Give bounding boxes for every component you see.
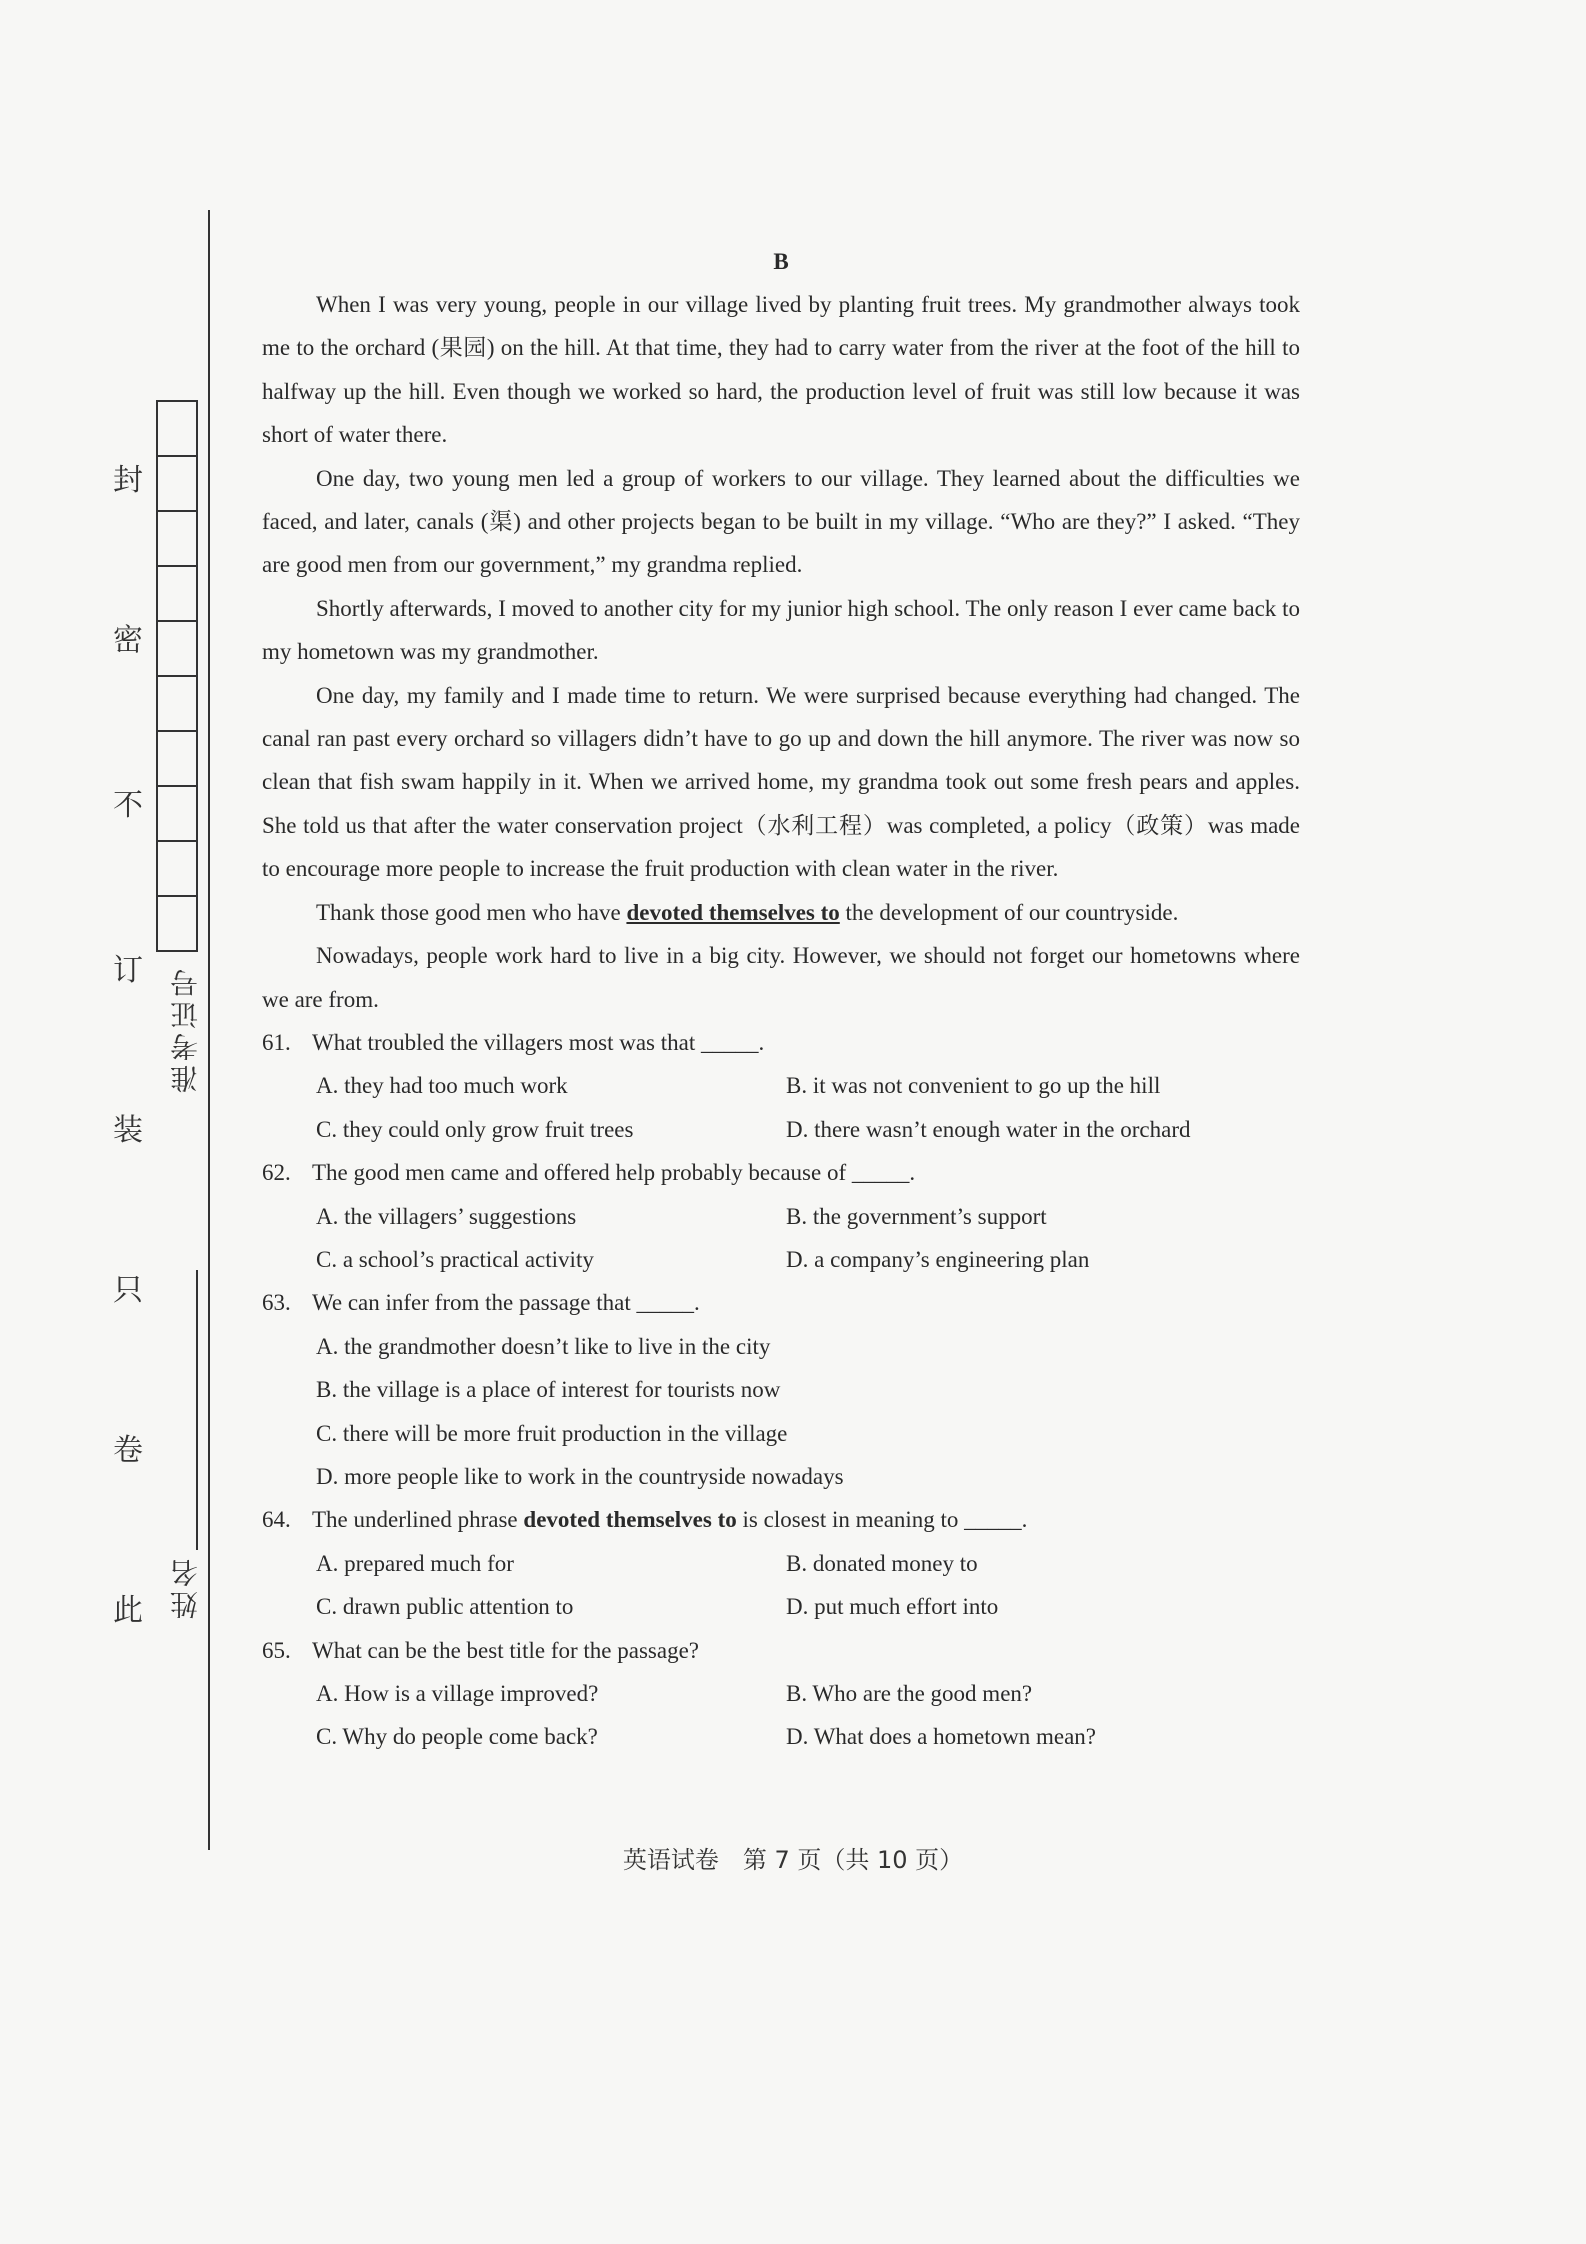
exam-id-digit-box[interactable] (156, 620, 198, 675)
option-d[interactable]: D. a company’s engineering plan (786, 1246, 1090, 1272)
exam-id-digit-box[interactable] (156, 840, 198, 895)
question-number: 65. (262, 1637, 291, 1663)
options (316, 1542, 1300, 1629)
name-write-line[interactable] (196, 1270, 198, 1550)
option-c[interactable]: C. Why do people come back? (316, 1724, 598, 1750)
text-run: Thank those good men who have (316, 899, 627, 925)
text-run: the development of our countryside. (839, 899, 1179, 925)
exam-id-digit-box[interactable] (156, 895, 198, 952)
exam-id-digit-box[interactable] (156, 785, 198, 840)
option-c[interactable]: C. drawn public attention to (316, 1594, 574, 1620)
question-bold-phrase: devoted themselves to (523, 1507, 737, 1533)
passage-paragraph: Shortly afterwards, I moved to another city for my junior high school. The only reason I ever came back to my hometown was my grandmother. (262, 595, 1300, 665)
question-stem: The underlined phrase (312, 1507, 524, 1533)
question-number: 62. (262, 1160, 291, 1186)
option-d[interactable]: D. more people like to work in the countryside nowadays (316, 1463, 844, 1489)
binding-line (208, 210, 210, 1850)
question-stem: is closest in meaning to _____. (736, 1507, 1028, 1533)
question-number: 64. (262, 1507, 291, 1533)
question-65 (262, 1629, 1300, 1672)
exam-id-digit-box[interactable] (156, 400, 198, 455)
options (316, 1325, 1300, 1499)
section-title: B (773, 249, 789, 274)
seal-char: 只 (113, 1273, 143, 1308)
option-b[interactable]: B. donated money to (786, 1550, 978, 1576)
option-a[interactable]: A. How is a village improved? (316, 1681, 599, 1706)
seal-char: 不 (113, 788, 143, 823)
exam-id-label: 准考证号 (169, 965, 202, 1093)
page-footer: 英语试卷 第 7 页（共 10 页） (622, 1846, 964, 1874)
question-stem: What troubled the villagers most was that _____. (312, 1029, 765, 1055)
question-stem: What can be the best title for the passage? (312, 1637, 700, 1663)
question-stem: We can infer from the passage that _____. (312, 1290, 700, 1316)
option-c[interactable]: C. they could only grow fruit trees (316, 1116, 634, 1142)
exam-id-digit-box[interactable] (156, 455, 198, 510)
reading-section (262, 240, 1300, 1759)
question-64 (262, 1498, 1300, 1541)
options (316, 1064, 1300, 1151)
option-d[interactable]: D. What does a hometown mean? (786, 1724, 1096, 1750)
options (316, 1672, 1300, 1759)
option-b[interactable]: B. the village is a place of interest for tourists now (316, 1377, 781, 1403)
option-a[interactable]: A. the grandmother doesn’t like to live in the city (316, 1333, 771, 1359)
question-number: 63. (262, 1290, 291, 1316)
option-d[interactable]: D. there wasn’t enough water in the orchard (786, 1116, 1191, 1142)
option-a[interactable]: A. they had too much work (316, 1073, 568, 1099)
question-61 (262, 1021, 1300, 1064)
question-stem: The good men came and offered help probably because of _____. (312, 1160, 916, 1186)
exam-id-digit-box[interactable] (156, 675, 198, 730)
seal-char: 封 (113, 463, 143, 498)
exam-id-boxes (156, 400, 198, 952)
question-number: 61. (262, 1029, 291, 1055)
option-b[interactable]: B. the government’s support (786, 1203, 1047, 1229)
seal-char: 密 (113, 623, 143, 658)
underlined-phrase: devoted themselves to (626, 899, 840, 925)
option-d[interactable]: D. put much effort into (786, 1594, 999, 1620)
passage-paragraph: Nowadays, people work hard to live in a big city. However, we should not forget our hometowns where we are from. (262, 943, 1300, 1012)
seal-char: 装 (113, 1113, 143, 1148)
exam-id-digit-box[interactable] (156, 730, 198, 785)
seal-char: 卷 (113, 1433, 143, 1468)
passage-paragraph-thank (262, 891, 1300, 934)
exam-id-digit-box[interactable] (156, 510, 198, 565)
option-b[interactable]: B. it was not convenient to go up the hill (786, 1073, 1161, 1099)
binding-margin (0, 0, 220, 2244)
question-62 (262, 1151, 1300, 1194)
question-63 (262, 1281, 1300, 1324)
option-c[interactable]: C. there will be more fruit production in the village (316, 1420, 788, 1446)
seal-char: 此 (113, 1593, 143, 1628)
option-b[interactable]: B. Who are the good men? (786, 1681, 1033, 1706)
option-c[interactable]: C. a school’s practical activity (316, 1246, 594, 1272)
option-a[interactable]: A. the villagers’ suggestions (316, 1203, 577, 1229)
passage-paragraph: When I was very young, people in our village lived by planting fruit trees. My grandmother always took me to the orchard (果园) on the hill. At that time, they had to carry water from the river at the foot of the hill to halfway up the hill. Even though we worked so hard, the production level of fruit was still low because it was short of water there. (262, 292, 1300, 448)
name-label: 姓名 (169, 1555, 202, 1619)
exam-id-digit-box[interactable] (156, 565, 198, 620)
seal-char: 订 (113, 953, 143, 988)
options (316, 1195, 1300, 1282)
option-a[interactable]: A. prepared much for (316, 1550, 514, 1576)
passage-paragraph: One day, my family and I made time to return. We were surprised because everything had changed. The canal ran past every orchard so villagers didn’t have to go up and down the hill anymore. The river was now so clean that fish swam happily in it. When we arrived home, my grandma took out some fresh pears and apples. She told us that after the water conservation project（水利工程）was completed, a policy（政策）was made to encourage more people to increase the fruit production with clean water in the river. (262, 682, 1300, 882)
passage-paragraph: One day, two young men led a group of workers to our village. They learned about the difficulties we faced, and later, canals (渠) and other projects began to be built in my village. “Who are they?” I asked. “They are good men from our government,” my grandma replied. (262, 465, 1300, 578)
